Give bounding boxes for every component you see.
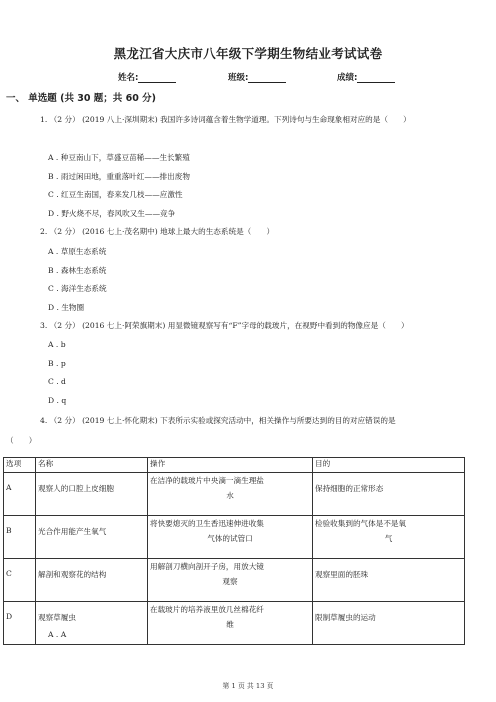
question-4-stem: 4. （2 分） (2019 七上·怀化期末) 下表所示实验或探究活动中，相关操作与所要达到的目的对应错误的是 bbox=[40, 416, 396, 425]
table-cell: 保持细胞的正常形态 bbox=[313, 473, 465, 516]
table-header-row bbox=[4, 458, 465, 473]
score-field bbox=[337, 71, 395, 83]
table-cell: 光合作用能产生氧气 bbox=[36, 516, 148, 559]
table-header-cell: 名称 bbox=[36, 458, 148, 473]
question-1-option-a: A . 种豆南山下，草盛豆苗稀——生长繁殖 bbox=[48, 153, 190, 162]
table-cell: 限制草履虫的运动 bbox=[313, 602, 465, 645]
question-1-option-c: C . 红豆生南国，春来发几枝——应激性 bbox=[48, 190, 183, 199]
question-2-stem: 2. （2 分） (2016 七上·茂名期中) 地球上最大的生态系统是（ ） bbox=[40, 227, 275, 236]
class-blank bbox=[248, 73, 286, 83]
table-cell: A bbox=[4, 473, 36, 516]
table-row bbox=[4, 602, 465, 645]
goal-line1: 检验收集到的气体是不是氧 bbox=[315, 519, 407, 528]
table-cell bbox=[148, 602, 313, 645]
question-2-option-c: C . 海洋生态系统 bbox=[48, 284, 107, 293]
page-footer: 第 1 页 共 13 页 bbox=[222, 682, 274, 690]
question-3-option-c: C . d bbox=[48, 377, 66, 386]
table-cell: 解剖和观察花的结构 bbox=[36, 559, 148, 602]
name-blank bbox=[138, 73, 176, 83]
op-line1: 将快要熄灭的卫生香迅速伸进收集 bbox=[150, 519, 264, 528]
op-line1: 在载玻片的培养液里放几丝棉花纤 bbox=[150, 605, 264, 614]
question-3-option-a: A . b bbox=[48, 340, 66, 349]
op-line1: 在洁净的载玻片中央滴一滴生理盐 bbox=[150, 476, 264, 485]
class-field bbox=[228, 71, 286, 83]
table-header-cell: 操作 bbox=[148, 458, 313, 473]
goal-line2: 气 bbox=[384, 534, 393, 543]
table-cell bbox=[148, 516, 313, 559]
table-cell: D bbox=[4, 602, 36, 645]
name-label: 姓名: bbox=[118, 73, 139, 83]
question-4-option-a: A . A bbox=[48, 630, 67, 639]
table-cell bbox=[148, 559, 313, 602]
table-row bbox=[4, 473, 465, 516]
table-cell: C bbox=[4, 559, 36, 602]
op-line1: 用解剖刀横向剖开子房，用放大镜 bbox=[150, 562, 264, 571]
table-cell: B bbox=[4, 516, 36, 559]
question-2-option-d: D . 生物圈 bbox=[48, 303, 85, 312]
table-cell bbox=[148, 473, 313, 516]
score-blank bbox=[357, 73, 395, 83]
question-4-stem-continued: （ ） bbox=[6, 436, 37, 445]
table-cell: 观察草履虫 bbox=[36, 602, 148, 645]
op-line2: 观察 bbox=[222, 577, 238, 586]
class-label: 班级: bbox=[228, 73, 249, 83]
question-1-stem: 1. （2 分） (2019 八上·深圳期末) 我国许多诗词蕴含着生物学道理。下列诗句与生命现象相对应的是（ ） bbox=[40, 115, 411, 124]
name-field bbox=[118, 71, 176, 83]
question-2-option-b: B . 森林生态系统 bbox=[48, 266, 107, 275]
table-header-cell: 选项 bbox=[4, 458, 36, 473]
table-header-cell: 目的 bbox=[313, 458, 465, 473]
score-label: 成绩: bbox=[337, 73, 358, 83]
op-line2: 维 bbox=[226, 620, 234, 629]
table-row bbox=[4, 516, 465, 559]
question-3-option-d: D . q bbox=[48, 396, 67, 405]
table-cell bbox=[313, 516, 465, 559]
table-row bbox=[4, 559, 465, 602]
table-cell: 观察里面的胚珠 bbox=[313, 559, 465, 602]
question-3-stem: 3. （2 分） (2016 七上·阿荣旗期末) 用显微镜观察写有“F”字母的载玻片，在视野中看到的物像应是（ ） bbox=[40, 321, 409, 330]
question-1-option-d: D . 野火烧不尽，春风吹又生——竞争 bbox=[48, 209, 176, 218]
op-line2: 气体的试管口 bbox=[207, 534, 253, 543]
table-cell: 观察人的口腔上皮细胞 bbox=[36, 473, 148, 516]
page-title: 黑龙江省大庆市八年级下学期生物结业考试试卷 bbox=[113, 46, 383, 61]
question-2-option-a: A . 草原生态系统 bbox=[48, 247, 107, 256]
experiment-table bbox=[3, 457, 465, 645]
question-1-option-b: B . 雨过闲田地，重重落叶红——排出废物 bbox=[48, 172, 190, 181]
question-3-option-b: B . p bbox=[48, 359, 66, 368]
op-line2: 水 bbox=[226, 491, 234, 500]
section-title: 一、 单选题 (共 30 题；共 60 分) bbox=[6, 93, 156, 104]
